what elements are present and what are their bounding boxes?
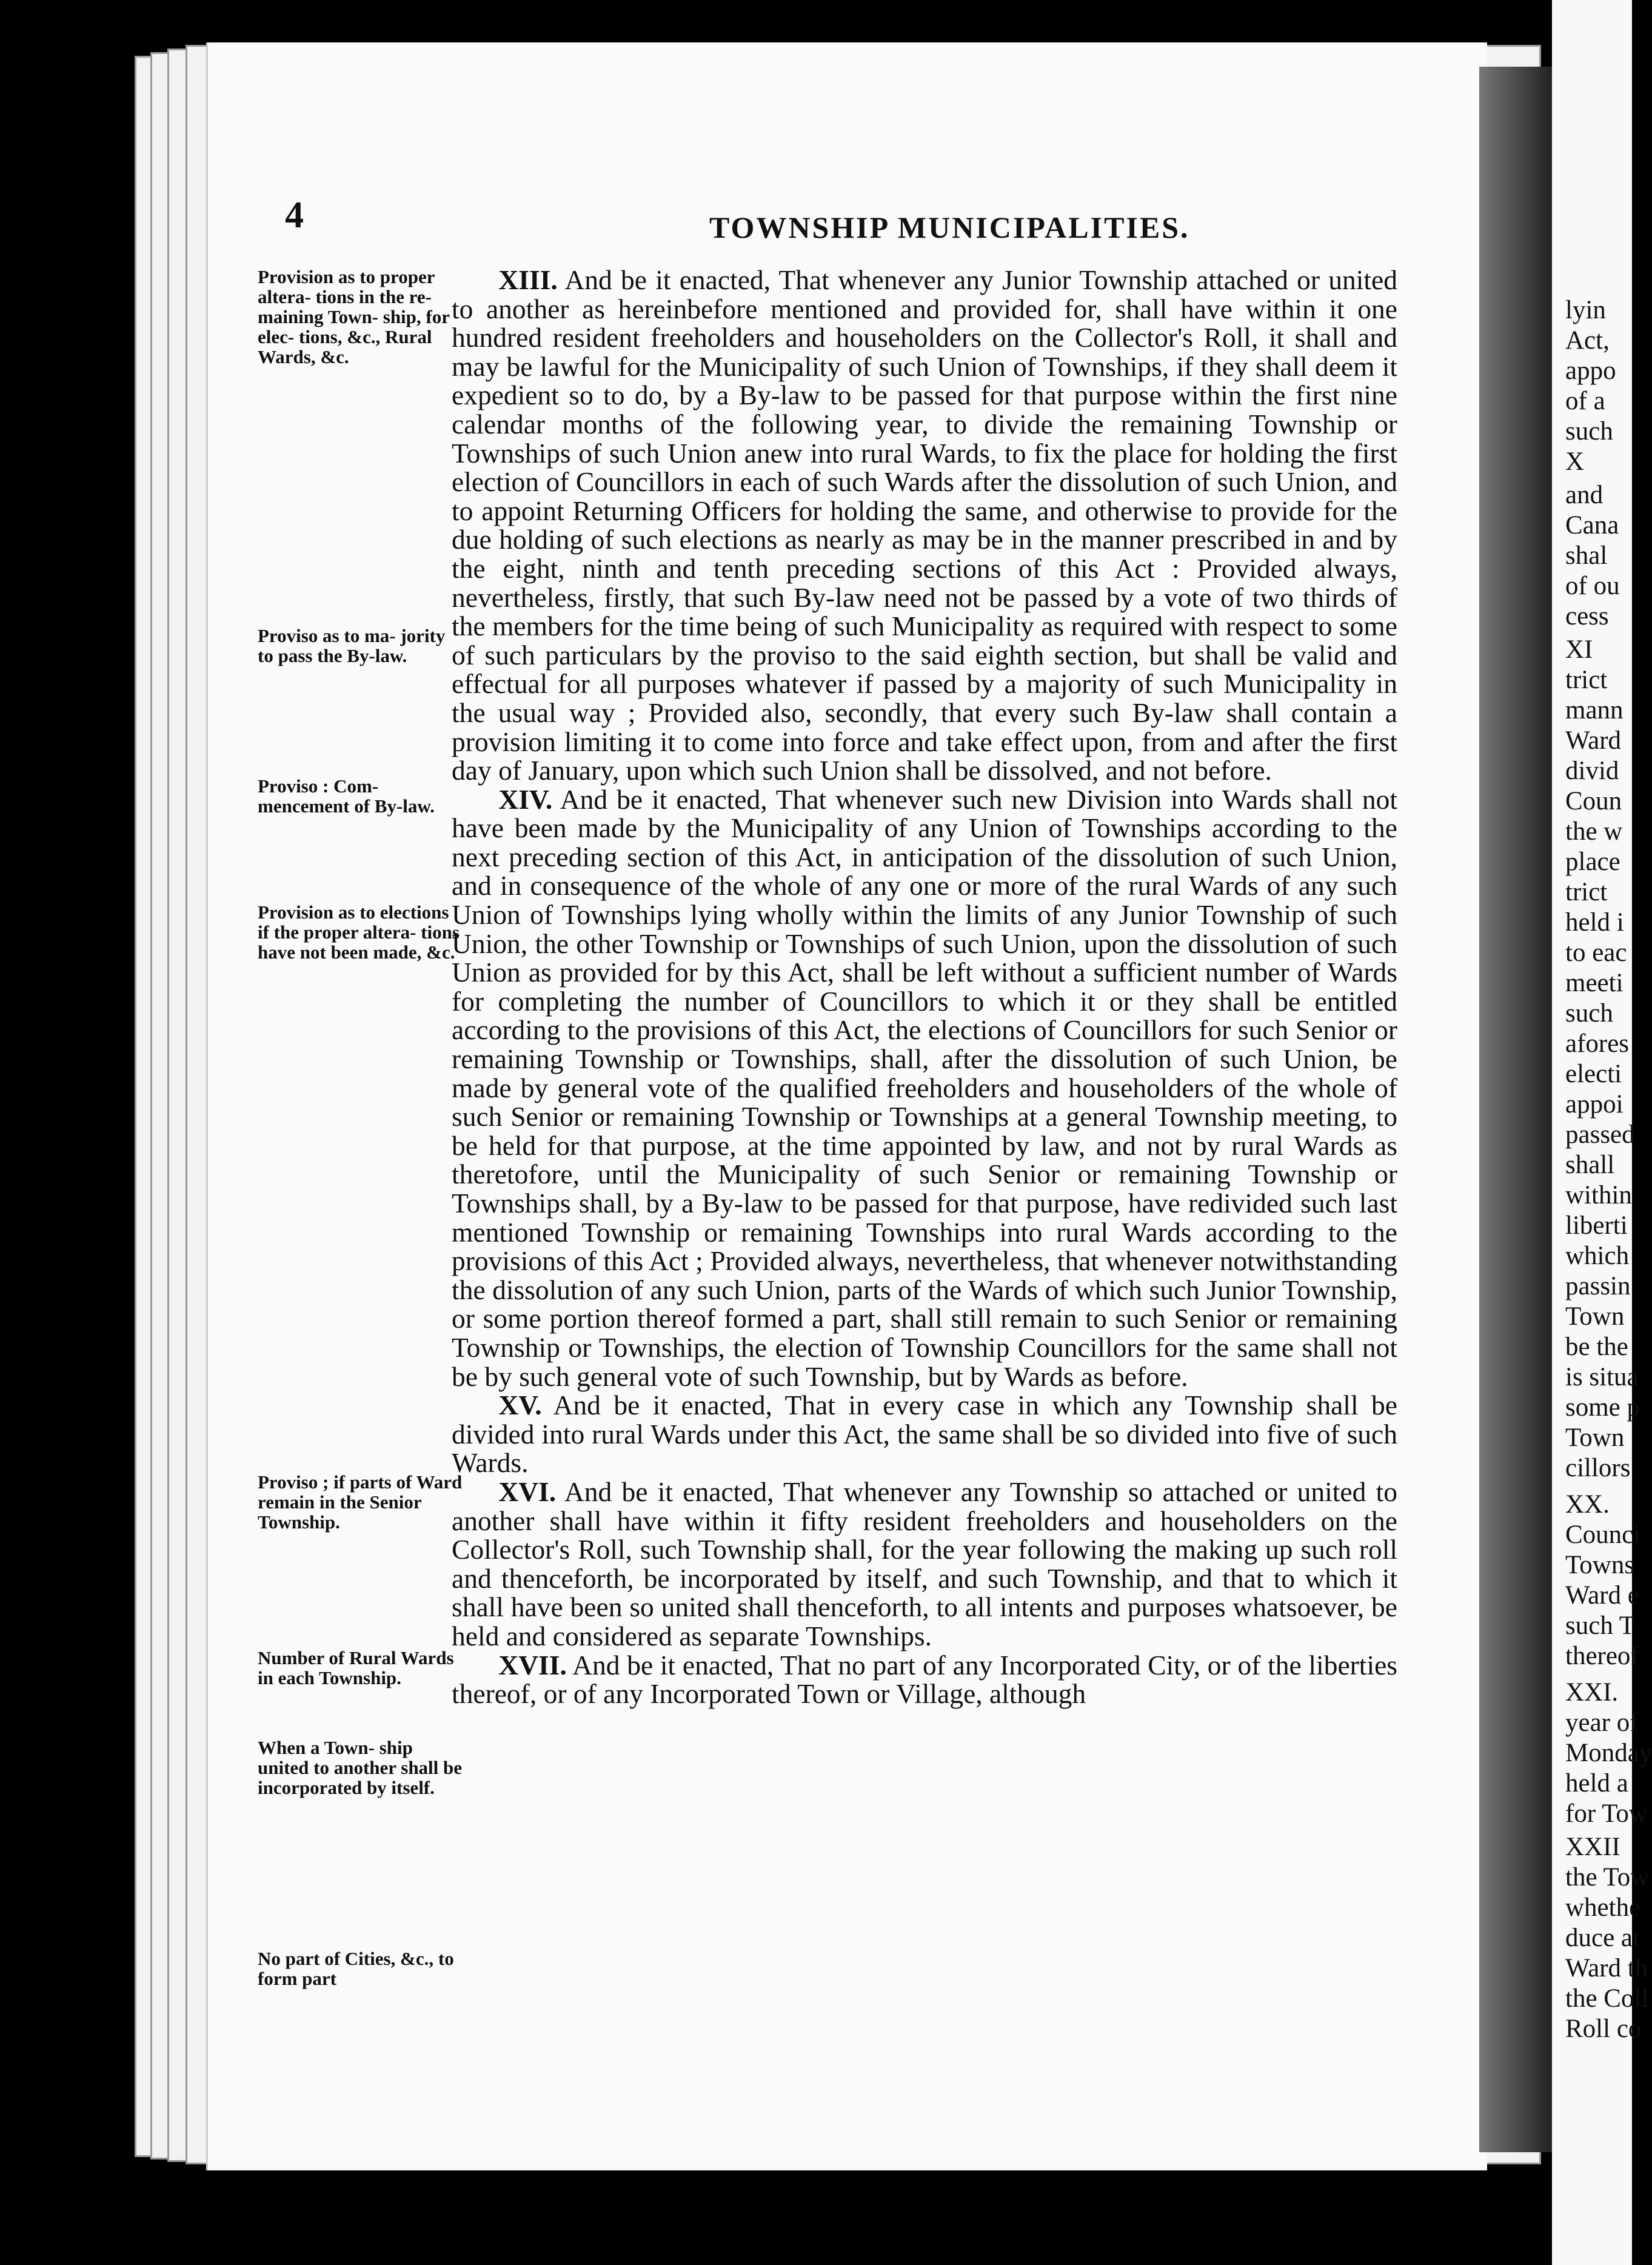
facing-page-line: Monday — [1565, 1739, 1652, 1767]
facing-page-line: Ward — [1565, 726, 1622, 755]
facing-page-line: the w — [1565, 817, 1623, 846]
section-text: And be it enacted, That no part of any Incorporated City, or of the liberties thereof, or of any Incorporated Town or Village, although — [452, 1649, 1397, 1710]
facing-page-line: Ward e — [1565, 1581, 1639, 1610]
margin-note: When a Town- ship united to another shall be incorporated by itself. — [258, 1737, 463, 1798]
section — [452, 266, 1397, 785]
margin-note: Proviso ; if parts of Ward remain in the Senior Township. — [258, 1471, 463, 1533]
facing-page-line: XX. — [1565, 1490, 1610, 1519]
facing-page-line: some p — [1565, 1393, 1640, 1422]
facing-page-line: of a — [1565, 387, 1605, 415]
section — [452, 785, 1397, 1391]
facing-page-line: cess — [1565, 602, 1609, 631]
facing-page-line: thereof — [1565, 1642, 1639, 1670]
section-number: XIV. — [498, 783, 553, 815]
facing-page-line: Ward th — [1565, 1954, 1648, 1982]
section-text: And be it enacted, That whenever any Township so attached or united to another shall have within it fifty resident freeholders and householders on the Collector's Roll, such Township shall, for the year following the making up such roll and thenceforth, be incorporated by itself, and such Township, and that to which it shall have been so united shall thenceforth, to all intents and purposes whatsoever, be held and considered as separate Townships. — [452, 1476, 1397, 1651]
facing-page-line: afores — [1565, 1029, 1630, 1058]
facing-page-line: and — [1565, 481, 1604, 509]
facing-page-line: cillors — [1565, 1454, 1631, 1482]
facing-page-line: place — [1565, 848, 1620, 876]
running-head: TOWNSHIP MUNICIPALITIES. — [709, 210, 1190, 244]
facing-page-line: such T — [1565, 1611, 1636, 1640]
facing-page — [1552, 0, 1652, 2265]
facing-page-line: which — [1565, 1242, 1630, 1270]
margin-note: Number of Rural Wards in each Township. — [258, 1647, 454, 1688]
facing-page-line: within — [1565, 1181, 1632, 1209]
facing-page-line: the Coll — [1565, 1984, 1649, 2013]
section-number: XIII. — [498, 264, 558, 295]
section — [452, 1477, 1397, 1651]
facing-page-line: shall — [1565, 1151, 1615, 1179]
facing-page-line: X — [1565, 447, 1585, 476]
facing-page-line: Town — [1565, 1302, 1625, 1331]
facing-page-line: of ou — [1565, 572, 1620, 600]
margin-note: No part of Cities, &c., to form part — [258, 1948, 454, 1989]
facing-page-line: such — [1565, 417, 1613, 446]
margin-note: Proviso : Com- mencement of By-law. — [258, 775, 435, 817]
section-number: XV. — [498, 1390, 542, 1421]
page-gutter-shadow — [1479, 67, 1552, 2152]
facing-page-line: for Tow — [1565, 1799, 1648, 1828]
facing-page-line: divid — [1565, 757, 1619, 785]
margin-note: Provision as to elections if the proper altera- tions have not been made, &c. — [258, 902, 460, 963]
facing-page-line: year of — [1565, 1708, 1639, 1737]
facing-page-line: is situa — [1565, 1363, 1639, 1391]
facing-page-line: meeti — [1565, 969, 1624, 997]
facing-page-line: the Tow — [1565, 1863, 1650, 1892]
facing-page-line: Cana — [1565, 511, 1619, 540]
facing-page-line: mann — [1565, 696, 1624, 724]
facing-page-line: held a — [1565, 1769, 1628, 1798]
facing-page-line: duce at — [1565, 1924, 1640, 1952]
facing-page-line: shal — [1565, 541, 1608, 570]
section-text: And be it enacted, That whenever any Junior Township attached or united to another as hereinbefore mentioned and provided for, shall have within it one hundred resident freeholders and householders on the Collector's Roll, it shall and may be lawful for the Municipality of such Union of Townships, if they shall deem it expedient so to do, by a By-law to be passed for that purpose within the first nine calendar months of the following year, to divide the remaining Township or Townships of such Union anew into rural Wards, to fix the place for holding the first election of Councillors in each of such Wards after the dissolution of such Union, and to appoint Returning Officers for holding the same, and otherwise to provide for the due holding of such elections as nearly as may be in the manner prescribed in and by the eight, ninth and tenth preceding sections of this Act : Provided always, nevertheless, firstly, that such By-law need not be passed by a vote of two thirds of the members for the time being of such Municipality as required with respect to some of such particulars by the proviso to the said eighth section, but shall be valid and effectual for all purposes whatever if passed by a majority of such Municipality in the usual way ; Provided also, secondly, that every such By-law shall contain a provision limiting it to come into force and take effect upon, from and after the first day of January, upon which such Union shall be dissolved, and not before. — [452, 264, 1397, 786]
facing-page-line: XXI. — [1565, 1678, 1619, 1707]
section — [452, 1651, 1397, 1708]
section-text: And be it enacted, That in every case in which any Township shall be divided into rural Wards under this Act, the same shall be so divided into five of such Wards. — [452, 1390, 1397, 1479]
facing-page-line: XXII — [1565, 1833, 1620, 1861]
section-number: XVI. — [498, 1476, 557, 1507]
section-text: And be it enacted, That whenever such new Division into Wards shall not have been made by the Municipality of any Union of Townships according to the next preceding section of this Act, in anticipation of the dissolution of such Union, and in consequence of the whole of any one or more of the rural Wards of any such Union of Townships lying wholly within the limits of any Junior Township of such Union, the other Township or Townships of such Union, upon the dissolution of such Union as provided for by this Act, shall be left without a sufficient number of Wards for completing the number of Councillors to which it or they shall be entitled according to the provisions of this Act, the elections of Councillors for such Senior or remaining Township or Townships, shall, after the dissolution of such Union, be made by general vote of the qualified freeholders and householders of the whole of such Senior or remaining Township or Townships at a general Township meeting, to be held for that purpose, at the time appointed by law, and not by rural Wards as theretofore, until the Municipality of such Senior or remaining Township or Townships shall, by a By-law to be passed for that purpose, have redivided such last mentioned Township or remaining Townships into rural Wards according to the provisions of this Act ; Provided always, nevertheless, that whenever notwithstanding the dissolution of any such Union, parts of the Wards of which such Junior Township, or some portion thereof formed a part, shall still remain to such Senior or remaining Township or Townships, the election of Township Councillors for the same shall not be by such general vote of such Township, but by Wards as before. — [452, 783, 1397, 1392]
facing-page-line: Counci — [1565, 1521, 1641, 1549]
facing-page-line: Act, — [1565, 326, 1610, 355]
facing-page-line: appo — [1565, 356, 1616, 385]
facing-page-line: Roll co — [1565, 2015, 1642, 2043]
facing-page-line: be the — [1565, 1333, 1628, 1361]
facing-page-line: trict — [1565, 666, 1608, 694]
facing-page-line: Coun — [1565, 787, 1622, 815]
facing-page-line: to eac — [1565, 938, 1627, 967]
margin-note: Provision as to proper altera- tions in the re- maining Town- ship, for elec- tions, &c., Rural Wards, &c. — [258, 266, 450, 367]
facing-page-line: appoi — [1565, 1090, 1624, 1119]
facing-page-line: passin — [1565, 1272, 1631, 1300]
facing-page-line: passed — [1565, 1120, 1635, 1149]
facing-page-line: such — [1565, 999, 1613, 1028]
section — [452, 1391, 1397, 1477]
page-number: 4 — [285, 195, 304, 236]
facing-page-line: liberti — [1565, 1211, 1628, 1240]
facing-page-line: Town — [1565, 1424, 1625, 1452]
facing-page-line: whethe — [1565, 1893, 1641, 1922]
facing-page-line: Towns — [1565, 1551, 1635, 1579]
facing-page-line: held i — [1565, 908, 1624, 937]
section-number: XVII. — [498, 1649, 567, 1681]
facing-page-line: lyin — [1565, 296, 1606, 324]
facing-page-line: trict — [1565, 878, 1608, 906]
facing-page-line: XI — [1565, 635, 1593, 664]
body-text — [452, 266, 1397, 1708]
margin-note: Proviso as to ma- jority to pass the By-law. — [258, 625, 446, 666]
facing-page-line: electi — [1565, 1060, 1622, 1088]
